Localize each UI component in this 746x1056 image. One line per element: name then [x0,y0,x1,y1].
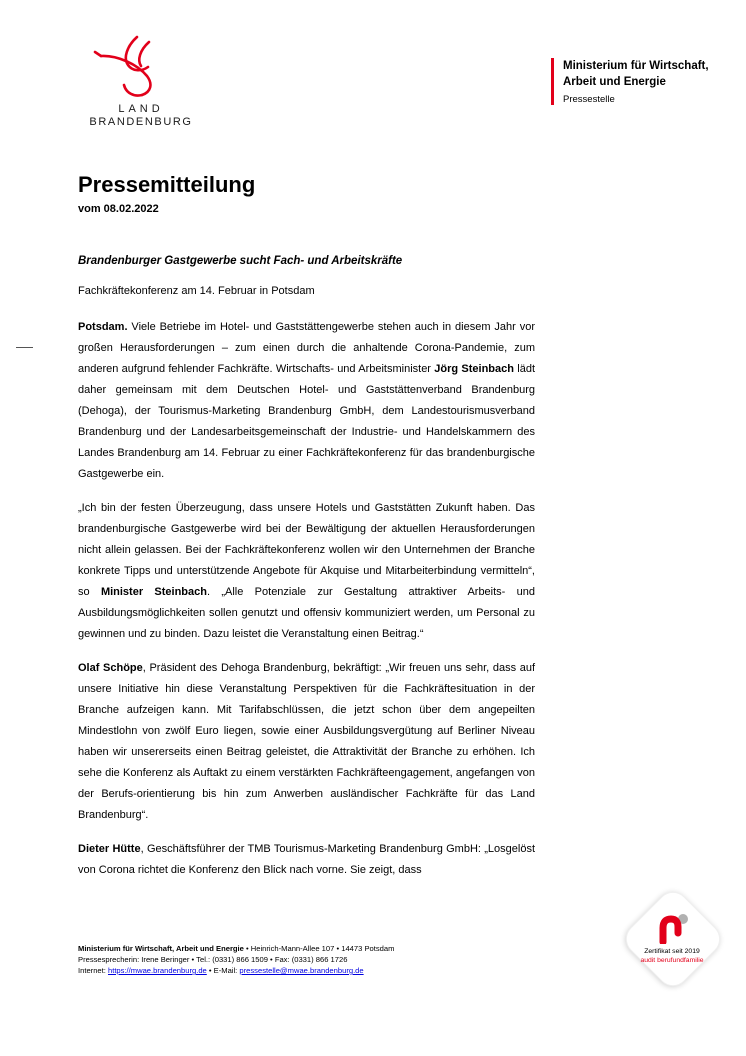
text-run: • E-Mail: [206,966,240,975]
bold-text-run: Dieter Hütte [78,843,141,855]
footer-link[interactable]: https://mwae.brandenburg.de [107,966,207,975]
footer-line-address [78,943,498,954]
body-paragraph-2 [78,498,535,645]
bold-text-run: Jörg Steinbach [434,363,514,375]
footer-line-phone: Pressesprecherin: Irene Beringer • Tel.: (0331) 866 1509 • Fax: (0331) 866 1726 [78,955,348,964]
bold-text-run: Ministerium für Wirtschaft, Arbeit und Energie [78,944,244,953]
brandenburg-logo [76,34,206,128]
eagle-icon [93,34,189,98]
text-run: . „Alle Potenziale zur Gestaltung attraktiver Arbeits- und Ausbildungsmöglichkeiten sollen genutzt und offensiv kommuniziert werden, um Personal zu gewinnen und zu binden. Dazu leistet die Veranstaltung einen Beitrag.“ [78,586,536,640]
text-run: Viele Betriebe im Hotel- und Gaststättengewerbe stehen auch in diesem Jahr vor großen Herausforderungen – zum einen durch die anhaltende Corona-Pandemie, zum anderen aufgrund fehlender Fachkräfte. Wirtschafts- und Arbeitsminister [78,321,535,375]
page-title: Pressemitteilung [78,172,256,197]
body-text [78,317,535,894]
certificate-badge [620,886,724,990]
ministry-name-line1: Ministerium für Wirtschaft, [563,60,709,72]
ministry-name-line2: Arbeit und Energie [563,76,666,88]
text-run: , Präsident des Dehoga Brandenburg, bekräftigt: „Wir freuen uns sehr, dass auf unsere Initiative hin diese Veranstaltung Perspektiven für die Fachkräftesituation in der Branche aufzeigen kann. Mit Tarifabschlüssen, die jetzt schon über dem angepeilten Mindestlohn von zwölf Euro liegen, sowie einer Ausbildungsvergütung auf Berliner Niveau haben wir unsererseits einen Beitrag geleistet, die Attraktivität der Branche zu erhöhen. Ich sehe die Konferenz als Auftakt zu einem verstärkten Fachkräfteengagement, angefangen von der Berufs-orientierung bis hin zum Anwerben ausländischer Fachkräfte für das Land Brandenburg“. [78,662,535,821]
certificate-text-line1: Zertifikat seit 2019 [644,947,700,955]
text-run: Internet: [78,966,108,975]
text-run: lädt daher gemeinsam mit dem Deutschen Hotel- und Gaststättenverband Brandenburg (Dehoga), der Tourismus-Marketing Brandenburg GmbH, dem Landestourismusverband Brandenburg und der Landesarbeitsgemeinschaft der Industrie- und Handelskammern des Landes Brandenburg am 14. Februar zu einer Fachkräftekonferenz für das brandenburgische Gastgewerbe ein. [78,363,535,480]
body-paragraph-1 [78,317,535,485]
fold-mark [16,347,33,348]
text-run: , Geschäftsführer der TMB Tourismus-Marketing Brandenburg GmbH: „Losgelöst von Corona richtet die Konferenz den Blick nach vorne. Sie zeigt, dass [78,843,536,876]
text-run: „Ich bin der festen Überzeugung, dass unsere Hotels und Gaststätten Zukunft haben. Das brandenburgische Gastgewerbe wird bei der Bewältigung der aktuellen Herausforderungen nicht allein gelassen. Bei der Fachkräftekonferenz wollen wir den Unternehmen der Branche konkrete Tipps und unterstützende Angebote für Akquise und Mitarbeiterbindung vermitteln“, so [78,502,535,598]
ministry-department: Pressestelle [563,94,615,105]
berufundfamilie-icon [653,912,691,944]
bold-text-run: Minister Steinbach [100,586,207,598]
bold-text-run: Olaf Schöpe [78,662,143,674]
body-paragraph-3 [78,658,535,826]
ministry-block [551,58,709,105]
logo-text-land: LAND [118,103,164,115]
text-run: • Heinrich-Mann-Allee 107 • 14473 Potsdam [243,944,395,953]
subtitle: Fachkräftekonferenz am 14. Februar in Potsdam [78,285,315,297]
footer-link[interactable]: pressestelle@mwae.brandenburg.de [239,966,364,975]
subject-heading: Brandenburger Gastgewerbe sucht Fach- und Arbeitskräfte [78,255,403,267]
footer-contact-block [78,943,498,976]
bold-text-run: Potsdam. [78,321,128,333]
logo-text-brandenburg: BRANDENBURG [89,116,193,128]
body-paragraph-4 [78,839,535,881]
certificate-text-line2: audit berufundfamilie [640,956,704,964]
footer-line-links [78,965,498,976]
date-line: vom 08.02.2022 [78,203,159,215]
